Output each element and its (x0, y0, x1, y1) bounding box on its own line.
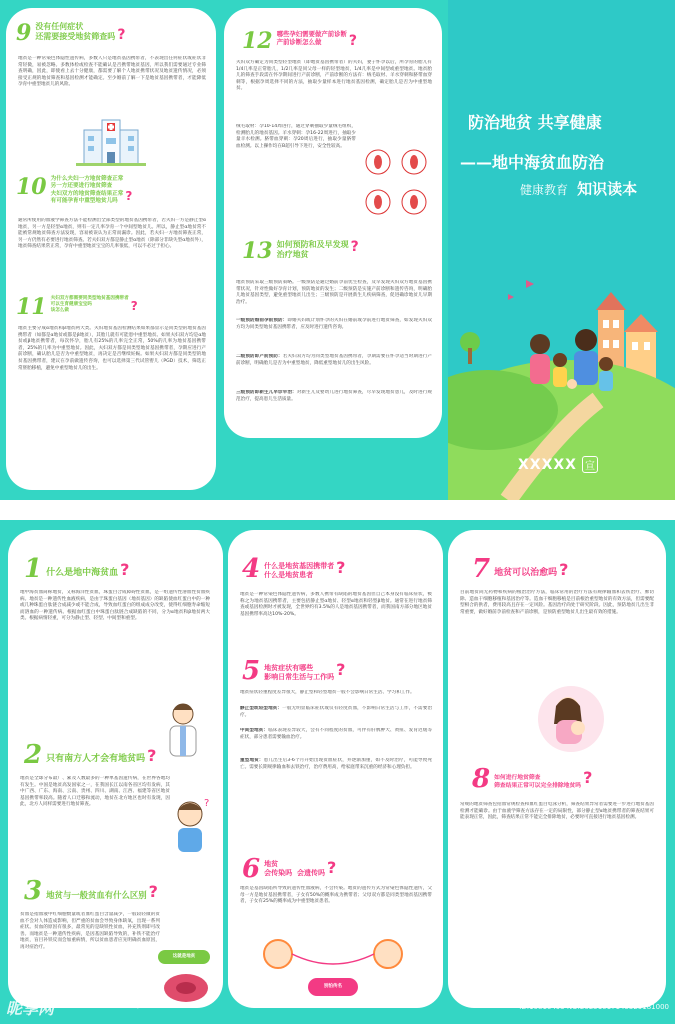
q13-secondary-text: 若夫妇双方均为同类型地贫基因携带者，孕期需要在怀孕适当时期进行产前诊断，明确胎儿是否为中重型地贫，降低重型地贫儿的出生风险。 (236, 354, 432, 366)
q4-header (242, 556, 345, 582)
panel-top-left (6, 8, 216, 490)
q9-header (16, 22, 125, 44)
q13-tertiary-label: 三级预防即新生儿早诊早治： (236, 390, 297, 395)
q13-body: 地贫预防采取三级预防策略。一级预防是通过婚前孕前优生检查，及早发现夫妇双方地贫基因携带状况，针对性做好孕育计划，预防地贫的发生；二级预防是实施产前诊断和遗传咨询，明确胎儿地贫基因类型，避免重型地贫儿出生；三级预防是开展新生儿疾病筛查，促进确诊地贫儿早期治疗。 (236, 280, 432, 305)
cover-panel (448, 0, 675, 500)
question-mark-icon: ? (583, 768, 593, 787)
q6-body: 地贫是基因缺陷所导致的遗传性血液病，不会传染。地贫的遗传方式为常染色体隐性遗传，父母一方是地贫基因携带者，子女有50%的概率成为携带者；父母双方都是同类型地贫基因携带者，子女有25%的概率成为中重型地贫患者。 (240, 886, 432, 905)
question-mark-icon: ? (117, 27, 126, 43)
cover-org (518, 456, 598, 473)
q12-body: 夫妇双方确定为同类型轻型地贫（即地贫基因携带者）的夫妇，妻子怀孕以后，所孕育的胎儿有1/4几率是正常胎儿，1/2几率是同父母一样的轻型地贫，1/4几率是中间型或重型地贫。地贫胎儿的筛查手段需在怀孕期间进行产前诊断，产前诊断的方法有：绒毛取材、羊水穿刺和脐带血穿刺等，根据孕周选择不同的方法，抽取少量样本进行地贫基因检测，确定胎儿是否为中重型地贫。 (236, 60, 432, 92)
q13-header (242, 240, 359, 262)
question-mark-icon: ? (336, 660, 346, 679)
q13-tertiary-text: 对新生儿及婴幼儿进行地贫筛查，尽早发现地贫患儿，及时进行规范治疗，提高患儿生活质量。 (236, 390, 432, 402)
q13-primary-text: 即婚夫妇或计划怀孕的夫妇在婚前或孕前进行地贫筛查，如发现夫妇双方均为同类型地贫基因携带者，应及时进行遗传咨询。 (236, 318, 432, 330)
badge-this-is-thalassemia: 这就是地贫 (158, 950, 210, 964)
q5-mild-label: 静止型或轻型地贫： (240, 706, 283, 711)
q5-intermediate-label: 中间型地贫： (240, 728, 269, 733)
q11-number: 11 (16, 294, 47, 320)
question-mark-icon: ? (125, 189, 133, 203)
q9-number: 9 (16, 20, 32, 46)
q3-body: 贫血是指血液中红细胞数量或者血红蛋白含量减少，一般较轻微的贫血不会对人体造成影响，但严重的贫血会导致身体缺氧，出现一系列症状。贫血的原因有很多，最常见的是缺铁性贫血，补充铁剂即可改善。而地贫是一种遗传性疾病，是因基因缺陷导致的，补铁不能治疗地贫，盲目补铁反而会加重病情，所以贫血患者应先明确贫血原因，再对症治疗。 (20, 912, 160, 950)
svg-text:?: ? (204, 798, 210, 809)
prenatal-diagnosis-illustration (362, 142, 434, 224)
question-mark-icon: ? (350, 239, 359, 255)
q5-severe-text: 患儿出生后3-6个月开始出现贫血症状，并逐渐加重，如不及时治疗，可能导致死亡。需要长期规律输血和去铁治疗，治疗费用高，给家庭带来沉重的经济和心理负担。 (240, 758, 432, 770)
question-mark-icon: ? (348, 33, 358, 49)
question-mark-icon: ? (148, 882, 158, 901)
q4-number: 4 (242, 554, 261, 584)
cover-slogan: 防治地贫 共享健康 (468, 113, 602, 132)
q5-intermediate-text: 临床表现差异较大，会有不同程度的贫血，可伴有肝脾肿大、黄疸、发育迟缓等症状，部分患者需要输血治疗。 (240, 728, 432, 740)
q2-header (24, 742, 156, 768)
q13-primary (236, 318, 432, 352)
q5-intermediate (240, 728, 432, 756)
q1-title: 什么是地中海贫血 (46, 568, 119, 578)
q13-primary-label: 一级预防婚前孕前预防： (236, 318, 288, 323)
panel-bottom-left (8, 530, 223, 1008)
watermark-id: ID:10816493 NO:20251017145329181000 (519, 1003, 669, 1011)
confused-boy-icon (168, 796, 212, 856)
question-mark-icon: ? (559, 560, 569, 579)
q13-number: 13 (242, 238, 273, 264)
doctor-icon (158, 700, 208, 760)
q6-title: 地贫 会传染吗 会遗传吗 (264, 860, 325, 877)
panel-top-middle (224, 8, 442, 438)
q10-number: 10 (16, 174, 47, 200)
q6-header (242, 856, 336, 882)
q12-header (242, 30, 357, 52)
q10-title: 为什么夫妇一方地贫筛查正常 另一方还要进行地贫筛查 夫妇双方的地贫筛查结果正常 有可能孕育中重型地贫儿吗 (50, 176, 124, 205)
q12-number: 12 (242, 28, 273, 54)
badge-do-not-fear: 别怕传名 (308, 978, 358, 996)
q5-severe (240, 758, 432, 850)
q7-number: 7 (472, 554, 491, 584)
q2-body: 地贫是全球分布最广、累及人数最多的一种单基因遗传病，在世界各地均有发生。中国是地贫高发国家之一，在我国长江以南各省区均有发病，其中广西、广东、海南、云南、贵州、四川、湖南、江西、福建等省区地贫基因携带率较高。随着人口迁移和流动，地贫在北方地区也时有发现，因此，北方人同样需要进行地贫筛查。 (20, 776, 170, 808)
q13-tertiary (236, 390, 432, 424)
q5-mild (240, 706, 432, 726)
q11-body: 地贫主要分成α地贫和β地贫两大类。夫妇地贫基因检测结果如果都显示是同类型的地贫基因携带者（如都是α地贫或都是β地贫），其胎儿就有可能患中重型地贫。如果夫妇双方均是α地贫或β地贫携带者，每次怀孕，胎儿有25%的几率完全正常，50%的几率为地贫基因携带者，25%的几率为中重型地贫。因此，夫妇双方都是同类型地贫基因携带者，孕期应进行产前诊断，确认胎儿是否为中重型地贫，再决定是否继续妊娠。如果夫妇双方都是同类型的地贫基因携带者，建议在孕前做遗传咨询，也可以选择第三代试管婴儿（PGD）技术，筛选正常胚胎移植，避免中重型地贫儿的出生。 (18, 326, 206, 371)
hospital-icon (76, 116, 146, 166)
sheet-gap (0, 500, 675, 520)
q1-body: 地中海贫血简称地贫，又称海洋性贫血，珠蛋白合成障碍性贫血，是一组遗传性溶血性贫血疾病。地贫是一种遗传性血液疾病，是由于珠蛋白基因（地贫基因）的缺陷使血红蛋白中的一种或几种珠蛋白肽链合成减少或不能合成，导致血红蛋白的组成成分改变，使得红细胞寿命缩短而溶血的一种遗传病。根据血红蛋白中珠蛋白肽链合成缺陷的不同，分为α地贫和β地贫两大类。根据病情轻重，可分为静止型、轻型、中间型和重型。 (20, 590, 210, 622)
panel-bottom-middle (228, 530, 443, 1008)
q7-title: 地贫可以治愈吗 (494, 568, 558, 578)
q1-number: 1 (24, 554, 43, 584)
q3-header (24, 878, 158, 904)
cover-subtitle-b: 知识读本 (577, 180, 638, 198)
q4-title: 什么是地贫基因携带者 什么是地贫患者 (264, 562, 335, 579)
cover-subtitle (520, 178, 637, 199)
q1-header (24, 556, 129, 582)
q10-body: 通常所使用的血液学筛查方法不能检测出全部类型的地贫基因携带者，若夫妇一方是静止型α地贫，另一方是轻型α地贫，则有一定几率孕育一个中间型地贫儿。所以，静止型α地贫常不能被常规地贫筛查方法发现，容易被误认为正常而漏诊。因此，若夫妇一方地贫筛查正常，另一方仍然有必要进行地贫筛查。若夫妇双方都是静止型α地贫（除部分非缺失型α地贫外），地贫筛查结果常正常，孕育中重型地贫宝宝的几率很低，可以不必过于担心。 (18, 218, 206, 250)
q7-body: 目前地贫尚无药物和疾病的根治治疗方法，临床常用的治疗方法有规律输血和去铁治疗、脾切除、造血干细胞移植和基因治疗等。造血干细胞移植是目前根治重型地贫的有效方法，但需要配型相合的供者，费用较高且存在一定风险。基因治疗尚处于研究阶段。因此，预防地贫儿出生非常重要，做好婚前孕前检查和产前诊断，是预防重型地贫儿出生最有效的措施。 (460, 590, 654, 615)
q12-body-methods: 绒毛取材：孕10-14周进行，通过穿刺抽取少量绒毛组织，检测胎儿的地贫基因。羊水穿刺：孕16-22周进行，抽取少量羊水检测。脐带血穿刺：孕20周后进行，抽取少量脐带血检测。以上操作均在B超引导下进行，安全性较高。 (236, 124, 356, 149)
q2-title: 只有南方人才会有地贫吗 (46, 754, 146, 764)
q12-title: 哪些孕妇需要做产前诊断 产前诊断怎么做 (276, 30, 347, 47)
panel-bottom-right (448, 530, 666, 1008)
q8-number: 8 (472, 764, 491, 794)
q3-number: 3 (24, 876, 43, 906)
question-mark-icon: ? (336, 558, 346, 577)
question-mark-icon: ? (130, 299, 138, 313)
q8-body: 常规的地贫筛查包括血常规检查和血红蛋白电泳分析，筛查结果异常者需要进一步进行地贫基因检测才能确诊。由于血液学筛查方法存在一定的局限性，部分静止型α地贫携带者的筛查结果可能表现正常，因此，筛查结果正常不能完全排除地贫，必要时可直接进行地贫基因检测。 (460, 802, 654, 821)
q8-title: 如何进行地贫筛查 筛查结果正常可以完全排除地贫吗 (494, 775, 582, 789)
q3-title: 地贫与一般贫血有什么区别 (46, 890, 147, 900)
q11-title: 夫妇双方都需要同类型地贫基因携带者 可以生育健康宝宝吗 该怎么做 (50, 296, 129, 313)
mother-baby-icon (536, 684, 606, 754)
question-mark-icon: ? (326, 858, 337, 877)
question-mark-icon: ? (147, 746, 157, 765)
q4-body: 地贫是一种常染色体隐性遗传病，多数人携带有缺陷的地贫基因但自己本身没有临床症状，被称之为地贫基因携带者，主要包括静止型α地贫、轻型α地贫和轻型β地贫。通常在进行地贫筛查或基因检测时才被发现，全世界约有3.5%的人是地贫基因携带者，而我国南方部分地区地贫基因携带率高达10%-20%。 (240, 592, 432, 617)
q11-header (16, 296, 138, 318)
org-stamp: 宣 (582, 456, 598, 473)
q5-mild-text: 一般无明显临床症状或仅有轻度贫血，不影响日常生活与工作，不需要治疗。 (240, 706, 432, 718)
watermark-brand: 昵享网 (6, 999, 55, 1018)
q9-body: 地贫是一种常染色体隐性遗传病，多数人只是地贫基因携带者，不表现出任何症状或症状非常轻微，易被忽略。多数体检或检查不能确认是否携带地贫基因，所以我们需要通过专业筛查明确，因此，即使看上去十分健康，都需要了解个人地贫携带状况及地贫遗传情况，必须接受正规的地贫筛查和基因检测才能确定。至少婚前了解一下是地贫基因携带者，才能降低孕育中重型地贫儿的风险。 (18, 56, 206, 88)
q13-secondary (236, 354, 432, 388)
q5-number: 5 (242, 656, 261, 686)
question-mark-icon: ? (120, 560, 130, 579)
org-name: XXXXX (518, 456, 577, 473)
cover-subject: ——地中海贫血防治 (460, 153, 605, 172)
q13-secondary-label: 二级预防即产前预防： (236, 354, 283, 359)
watermark-site: www.nipic.com (108, 1000, 169, 1009)
q2-number: 2 (24, 740, 43, 770)
q5-header (242, 658, 345, 684)
q9-title: 没有任何症状 还需要接受地贫筛查吗 (35, 22, 116, 41)
family-faces-icon (258, 934, 408, 974)
q5-title: 地贫症状有哪些 影响日常生活与工作吗 (264, 664, 335, 681)
q8-header (472, 766, 592, 792)
q6-number: 6 (242, 854, 261, 884)
cover-subtitle-a: 健康教育 (520, 183, 569, 197)
q10-header (16, 176, 132, 206)
top-sheet (0, 0, 675, 500)
q5-body: 地贫症状轻重程度差异很大，静止型和轻型地贫一般不会影响日常生活、学习和工作。 (240, 690, 415, 695)
q13-title: 如何预防和及早发现 治疗地贫 (276, 240, 349, 259)
q5-severe-label: 重型地贫： (240, 758, 264, 763)
q7-header (472, 556, 568, 582)
